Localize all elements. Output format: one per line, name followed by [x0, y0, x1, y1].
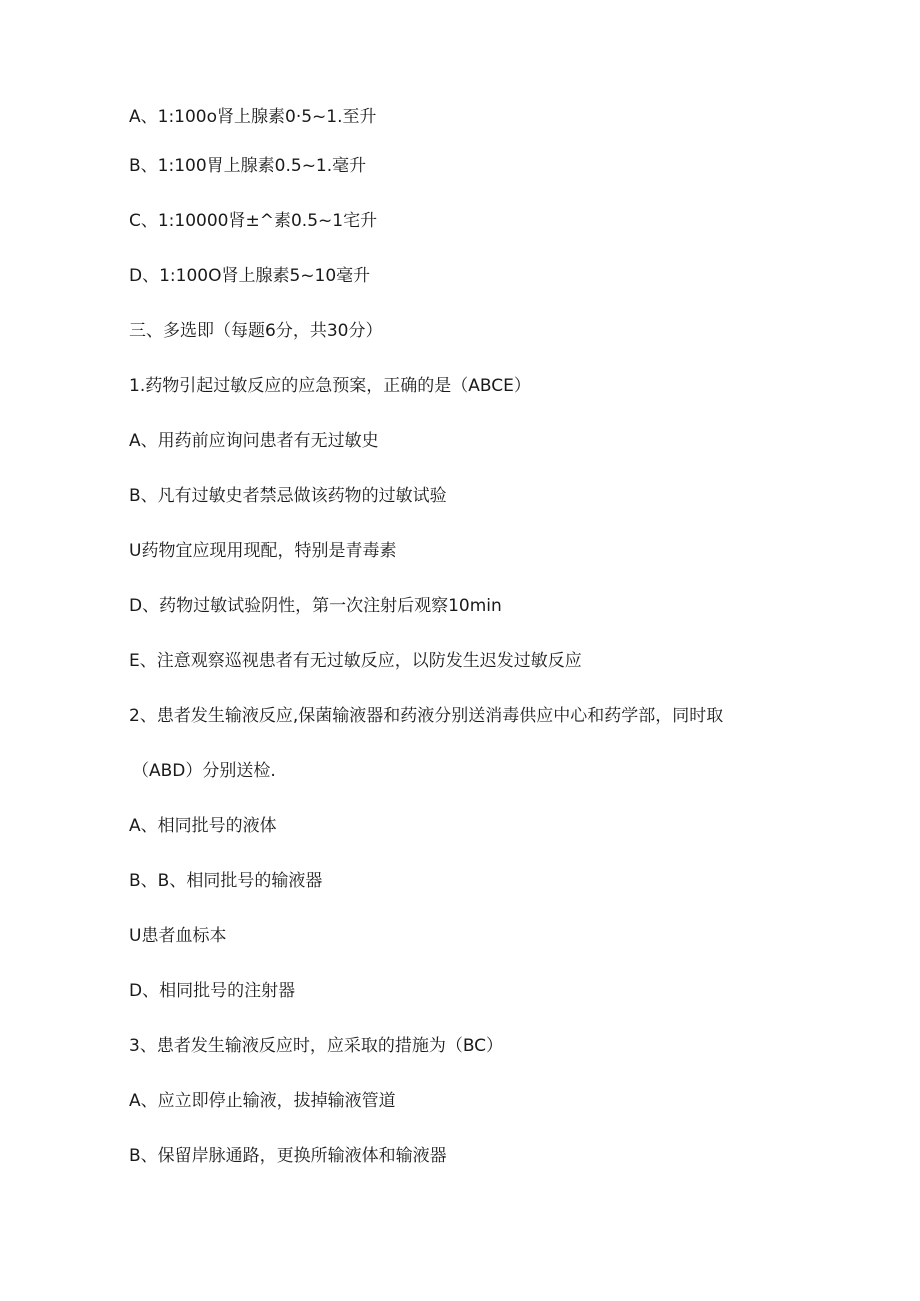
q1-option-e: E、注意观察巡视患者有无过敏反应，以防发生迟发过敏反应 [129, 651, 582, 671]
section-heading: 三、多选即（每题6分，共30分） [129, 321, 383, 341]
question-2-continuation: （ABD）分别送检. [132, 761, 276, 781]
q3-option-b: B、保留岸脉通路，更换所输液体和输液器 [129, 1146, 447, 1166]
q2-option-c: U患者血标本 [129, 926, 227, 946]
question-2: 2、患者发生输液反应,保菌输液器和药液分别送消毒供应中心和药学部，同时取 [129, 706, 724, 726]
q2-option-d: D、相同批号的注射器 [129, 981, 296, 1001]
q2-option-a: A、相同批号的液体 [129, 816, 277, 836]
q1-option-b: B、凡有过敏史者禁忌做该药物的过敏试验 [129, 486, 447, 506]
question-3: 3、患者发生输液反应时，应采取的措施为（BC） [129, 1036, 504, 1056]
question-1: 1.药物引起过敏反应的应急预案，正确的是（ABCE） [129, 376, 531, 396]
q3-option-a: A、应立即停止输液，拔掉输液管道 [129, 1091, 396, 1111]
q1-option-c: U药物宜应现用现配，特别是青毒素 [129, 541, 397, 561]
q2-option-b: B、B、相同批号的输液器 [129, 871, 323, 891]
option-b-line: B、1:100胃上腺素0.5~1.毫升 [129, 156, 367, 176]
q1-option-d: D、药物过敏试验阴性，第一次注射后观察10min [129, 596, 502, 616]
q1-option-a: A、用药前应询问患者有无过敏史 [129, 431, 379, 451]
option-c-line: C、1:10000肾±^素0.5~1宅升 [129, 211, 378, 231]
option-a-line: A、1:100o肾上腺素0·5~1.至升 [129, 107, 377, 127]
option-d-line: D、1:100O肾上腺素5~10毫升 [129, 266, 371, 286]
